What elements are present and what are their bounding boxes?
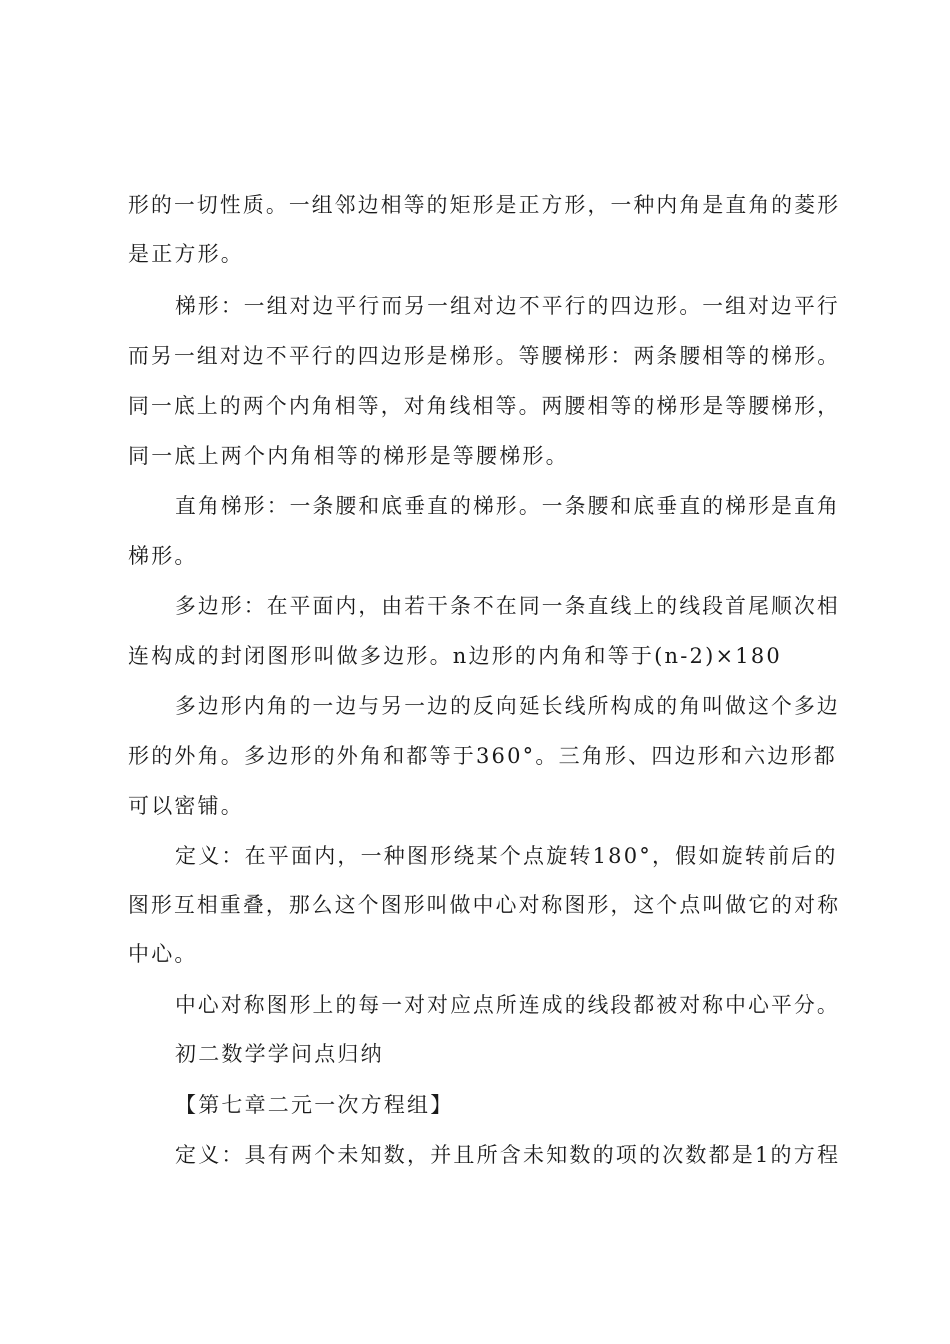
text-line: 中心对称图形上的每一对对应点所连成的线段都被对称中心平分。 — [175, 993, 840, 1017]
text-line: 而另一组对边不平行的四边形是梯形。等腰梯形：两条腰相等的梯形。 — [128, 344, 841, 368]
section-heading: 初二数学学问点归纳 — [175, 1042, 384, 1066]
text-line: 形的外角。多边形的外角和都等于360°。三角形、四边形和六边形都 — [128, 744, 837, 768]
text-line: 定义：在平面内，一种图形绕某个点旋转180°，假如旋转前后的 — [175, 844, 838, 868]
text-line: 形的一切性质。一组邻边相等的矩形是正方形，一种内角是直角的菱形 — [128, 193, 841, 217]
text-line: 连构成的封闭图形叫做多边形。n边形的内角和等于(n-2)×180 — [128, 644, 782, 668]
text-line: 多边形：在平面内，由若干条不在同一条直线上的线段首尾顺次相 — [175, 594, 840, 618]
text-line: 直角梯形：一条腰和底垂直的梯形。一条腰和底垂直的梯形是直角 — [175, 494, 840, 518]
text-line: 梯形：一组对边平行而另一组对边不平行的四边形。一组对边平行 — [175, 294, 840, 318]
text-line: 同一底上的两个内角相等，对角线相等。两腰相等的梯形是等腰梯形， — [128, 394, 841, 418]
chapter-heading: 【第七章二元一次方程组】 — [175, 1093, 454, 1117]
text-line: 梯形。 — [128, 544, 198, 568]
text-line: 多边形内角的一边与另一边的反向延长线所构成的角叫做这个多边 — [175, 694, 840, 718]
text-line: 是正方形。 — [128, 242, 244, 266]
text-line: 可以密铺。 — [128, 794, 244, 818]
text-line: 图形互相重叠，那么这个图形叫做中心对称图形，这个点叫做它的对称 — [128, 893, 841, 917]
text-line: 同一底上两个内角相等的梯形是等腰梯形。 — [128, 444, 569, 468]
text-line: 定义：具有两个未知数，并且所含未知数的项的次数都是1的方程 — [175, 1143, 841, 1167]
text-line: 中心。 — [128, 942, 198, 966]
